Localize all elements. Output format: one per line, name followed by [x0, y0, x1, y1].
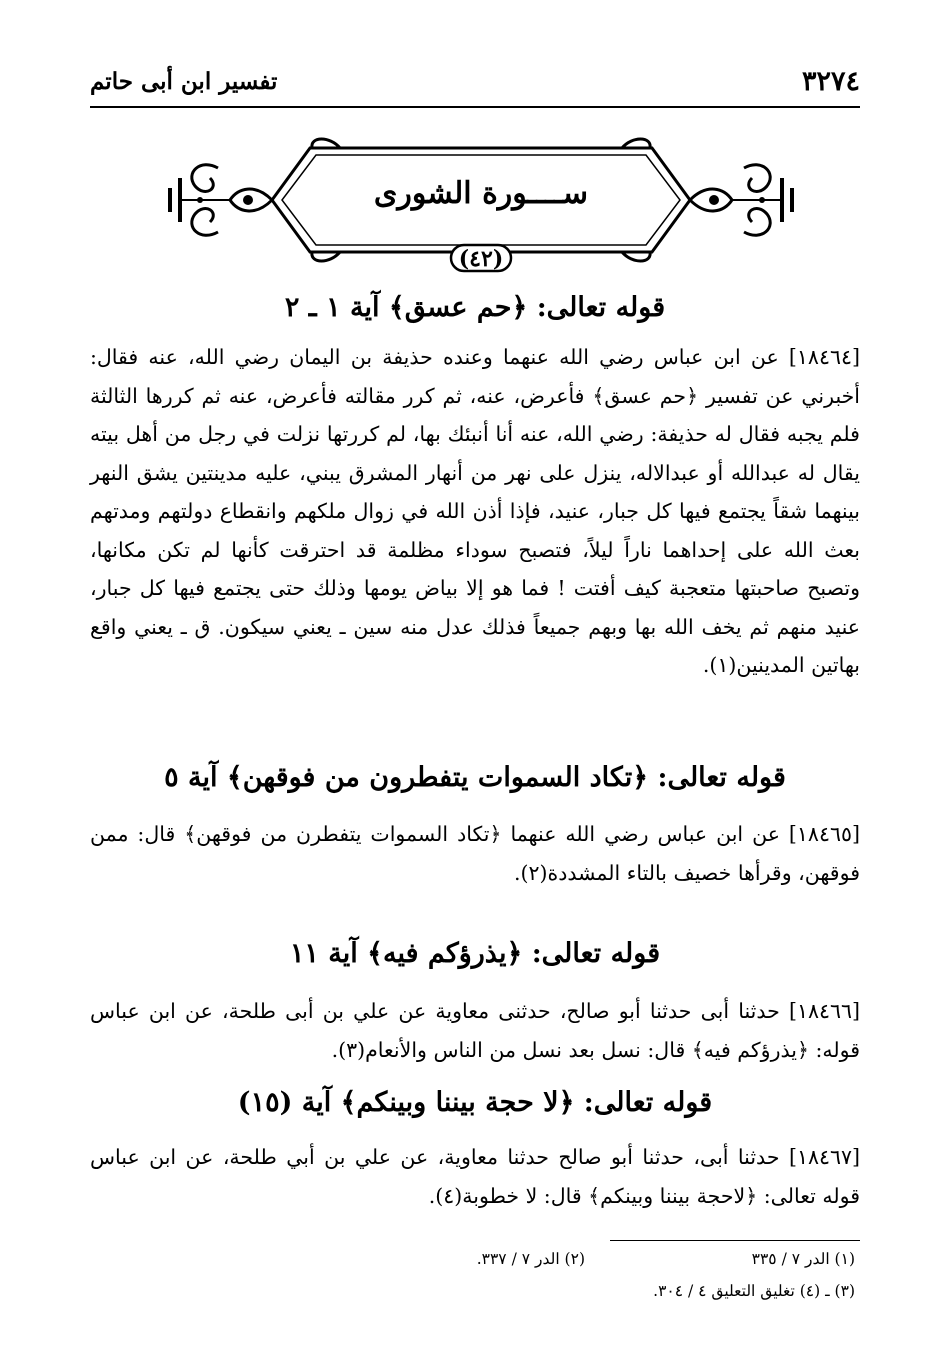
- narration-paragraph: [90, 992, 860, 1069]
- verse-heading: قوله تعالى: ﴿تكاد السموات يتفطرون من فوقهن﴾ آية ٥: [164, 762, 786, 793]
- narration-paragraph: [90, 815, 860, 892]
- entry-number: [١٨٤٦٥]: [788, 822, 860, 846]
- book-title: تفسير ابن أبى حاتم: [90, 68, 278, 95]
- verse-heading: قوله تعالى: ﴿لا حجة بيننا وبينكم﴾ آية (١٥): [237, 1087, 713, 1118]
- entry-number: [١٨٤٦٦]: [788, 999, 860, 1023]
- narration-paragraph: [90, 1138, 860, 1215]
- narration-text: عن ابن عباس رضي الله عنهما وعنده حذيفة بن اليمان رضي الله، عنه فقال: أخبرني عن تفسير ﴿حم عسق﴾ فأعرض، عنه، ثم كرر مقالته فأعرض، عنه ثم كررها الثالثة فلم يجبه فقال له حذيفة: رضي الله، عنه أنا أنبئك بها، لم كررتها نزلت في رجل من أهل بيته يقال له عبدالله أو عبدالاله، ينزل على نهر من أنهار المشرق يبني، عليه مدينتين يشق النهر بينهما شقاً يجتمع فيها كل جبار، عنيد، فإذا أذن الله في زوال ملكهم وانقطاع دولتهم ومدتهم بعث الله على إحداهما ناراً ليلاً، فتصبح سوداء مظلمة قد احترقت كأنها لم تكن مكانها، وتصبح صاحبتها متعجبة كيف أفتت ! فما هو إلا بياض يومها وذلك حتى يجتمع فيها كل جبار، عنيد منهم ثم يخف الله بها وبهم جميعاً فذلك عدل منه سين ـ يعني سيكون. ق ـ يعني واقع بهاتين المدينين(١).: [90, 345, 860, 677]
- narration-text: حدثنا أبى حدثنا أبو صالح، حدثنى معاوية عن علي بن أبى طلحة، عن ابن عباس قوله: ﴿يذرؤكم فيه﴾ قال: نسل بعد نسل من الناس والأنعام(٣).: [90, 999, 860, 1062]
- page-number: ٣٢٧٤: [801, 66, 860, 97]
- entry-number: [١٨٤٦٧]: [788, 1145, 860, 1169]
- surah-title: ســــورة الشورى: [373, 176, 589, 211]
- footnote: (١) الدر ٧ / ٣٣٥: [751, 1250, 855, 1268]
- surah-banner: [160, 128, 802, 278]
- verse-heading: قوله تعالى: ﴿حم عسق﴾ آية ١ ـ ٢: [284, 292, 666, 323]
- narration-text: حدثنا أبى، حدثنا أبو صالح حدثنا معاوية، عن علي بن أبي طلحة، عن ابن عباس قوله تعالى: ﴿لاحجة بيننا وبينكم﴾ قال: لا خطوبة(٤).: [90, 1145, 860, 1208]
- header-rule: [90, 106, 860, 108]
- narration-paragraph: [90, 338, 860, 685]
- footnote: (٣) ـ (٤) تغليق التعليق ٤ / ٣٠٤.: [653, 1282, 855, 1300]
- footnote: (٢) الدر ٧ / ٣٣٧.: [476, 1250, 585, 1268]
- verse-heading: قوله تعالى: ﴿يذرؤكم فيه﴾ آية ١١: [289, 938, 661, 969]
- entry-number: [١٨٤٦٤]: [788, 345, 860, 369]
- narration-text: عن ابن عباس رضي الله عنهما ﴿تكاد السموات يتفطرن من فوقهن﴾ قال: ممن فوقهن، وقرأها خصيف بالتاء المشددة(٢).: [90, 822, 860, 885]
- running-header: [90, 62, 860, 102]
- footnote-rule: [610, 1240, 860, 1241]
- surah-number: (٤٢): [458, 246, 504, 272]
